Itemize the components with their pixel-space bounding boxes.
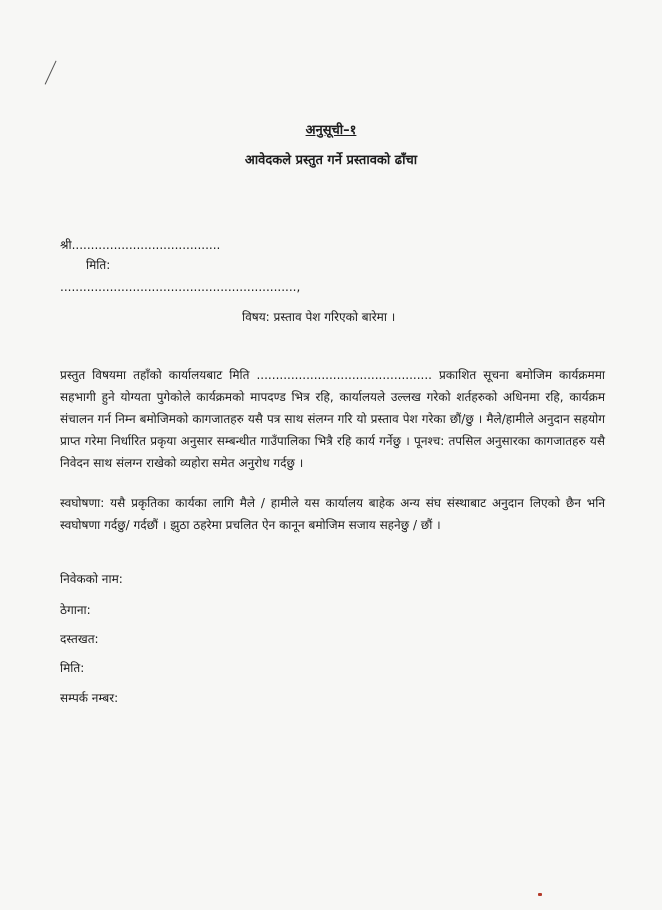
applicant-name-field: निवेकको नाम: [60, 572, 123, 586]
form-title: आवेदकले प्रस्तुत गर्ने प्रस्तावको ढाँचा [244, 153, 418, 168]
subject-line: विषय: प्रस्ताव पेश गरिएको बारेमा । [242, 310, 396, 324]
salutation-line: श्री....................................... [60, 238, 221, 252]
annex-heading-text: अनुसूची–१ [305, 123, 357, 138]
signature-field: दस्तखत: [60, 632, 99, 646]
pen-mark [45, 61, 59, 86]
body-paragraph: प्रस्तुत विषयमा तहाँको कार्यालयबाट मिति .............................................. प्रकाशित सूचना बमोजिम कार्यक्रममा सहभागी हुने योग्यता पुगेकोले कार्यक्रमको मापदण्ड भित्र रहि, कार्यालयले उल्लख गरेको शर्तहरुको अधिनमा रहि, कार्यक्रम संचालन गर्न निम्न बमोजिमको कागजातहरु यसै पत्र साथ संलग्न गरि यो प्रस्ताव पेश गरेका छौं/छु । मैले/हामीले अनुदान सहयोग प्राप्त गरेमा निर्धारित प्रकृया अनुसार सम्बन्धीत गाउँपालिका भित्रै रहि कार्य गर्नेछु । पूनश्च: तपसिल अनुसारका कागजातहरु यसै निवेदन साथ संलग्न राखेको व्यहोरा समेत अनुरोध गर्दछु । [60, 368, 605, 470]
contact-number-field: सम्पर्क नम्बर: [60, 691, 119, 705]
date-label: मिति: [86, 258, 111, 272]
date-field: मिति: [60, 661, 85, 675]
annex-heading [0, 120, 662, 138]
address-field: ठेगाना: [60, 603, 91, 617]
declaration-paragraph: स्वघोषणा: यसै प्रकृतिका कार्यका लागि मैले / हामीले यस कार्यालय बाहेक अन्य संघ संस्थाबाट अनुदान लिएको छैन भनि स्वघोषणा गर्दछु/ गर्दछौं । झुठा ठहरेमा प्रचलित ऐन कानून बमोजिम सजाय सहनेछु / छौं । [60, 496, 605, 532]
address-line: .............................................................., [60, 280, 301, 294]
paper-speck [538, 893, 542, 896]
